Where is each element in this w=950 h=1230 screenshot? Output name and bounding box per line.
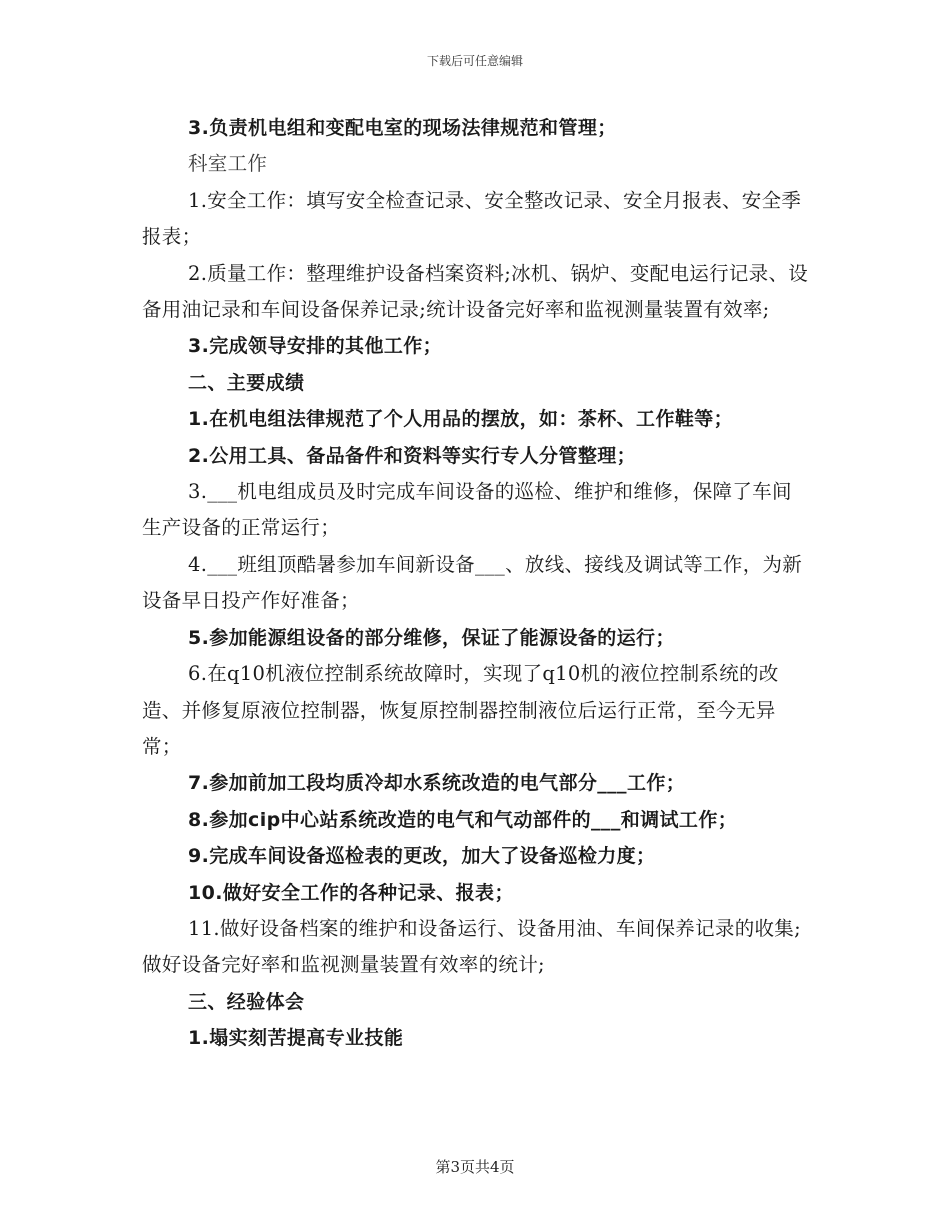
paragraph-office-work: 科室工作	[188, 152, 268, 176]
paragraph-experience-1: 1.塌实刻苦提高专业技能	[188, 1027, 404, 1050]
paragraph-quality-work: 2.质量工作：整理维护设备档案资料;冰机、锅炉、变配电运行记录、设备用油记录和车间设备保养记录;统计设备完好率和监视测量装置有效率;	[142, 261, 809, 322]
paragraph-achievement-11: 11.做好设备档案的维护和设备运行、设备用油、车间保养记录的收集;做好设备完好率和监视测量装置有效率的统计;	[142, 916, 801, 977]
document-body	[142, 110, 810, 1057]
paragraph-achievement-9: 9.完成车间设备巡检表的更改，加大了设备巡检力度；	[188, 845, 656, 868]
paragraph-achievement-2: 2.公用工具、备品备件和资料等实行专人分管整理；	[188, 444, 637, 467]
page-header: 下载后可任意编辑	[426, 54, 523, 68]
paragraph-achievement-10: 10.做好安全工作的各种记录、报表；	[188, 881, 514, 904]
paragraph-duty-3: 3.负责机电组和变配电室的现场法律规范和管理；	[188, 117, 617, 139]
paragraph-safety-work: 1.安全工作：填写安全检查记录、安全整改记录、安全月报表、安全季报表；	[142, 188, 802, 249]
paragraph-achievement-5: 5.参加能源组设备的部分维修，保证了能源设备的运行；	[188, 626, 675, 649]
section-heading-experience: 三、经验体会	[188, 990, 305, 1013]
paragraph-achievement-4: 4.___班组顶酷暑参加车间新设备___、放线、接线及调试等工作，为新设备早日投产作好准备；	[142, 552, 803, 613]
paragraph-other-work: 3.完成领导安排的其他工作；	[188, 335, 443, 358]
paragraph-achievement-7: 7.参加前加工段均质冷却水系统改造的电气部分___工作；	[188, 772, 686, 795]
paragraph-achievement-6: 6.在q10机液位控制系统故障时，实现了q10机的液位控制系统的改造、并修复原液位控制器，恢复原控制器控制液位后运行正常，至今无异常；	[142, 662, 779, 758]
section-heading-achievements: 二、主要成绩	[188, 371, 305, 394]
page-footer: 第3页共4页	[435, 1158, 515, 1176]
paragraph-achievement-3: 3.___机电组成员及时完成车间设备的巡检、维护和维修，保障了车间生产设备的正常运行；	[142, 480, 792, 540]
paragraph-achievement-8: 8.参加cip中心站系统改造的电气和气动部件的___和调试工作；	[188, 808, 738, 831]
paragraph-achievement-1: 1.在机电组法律规范了个人用品的摆放，如：茶杯、工作鞋等；	[188, 408, 734, 431]
